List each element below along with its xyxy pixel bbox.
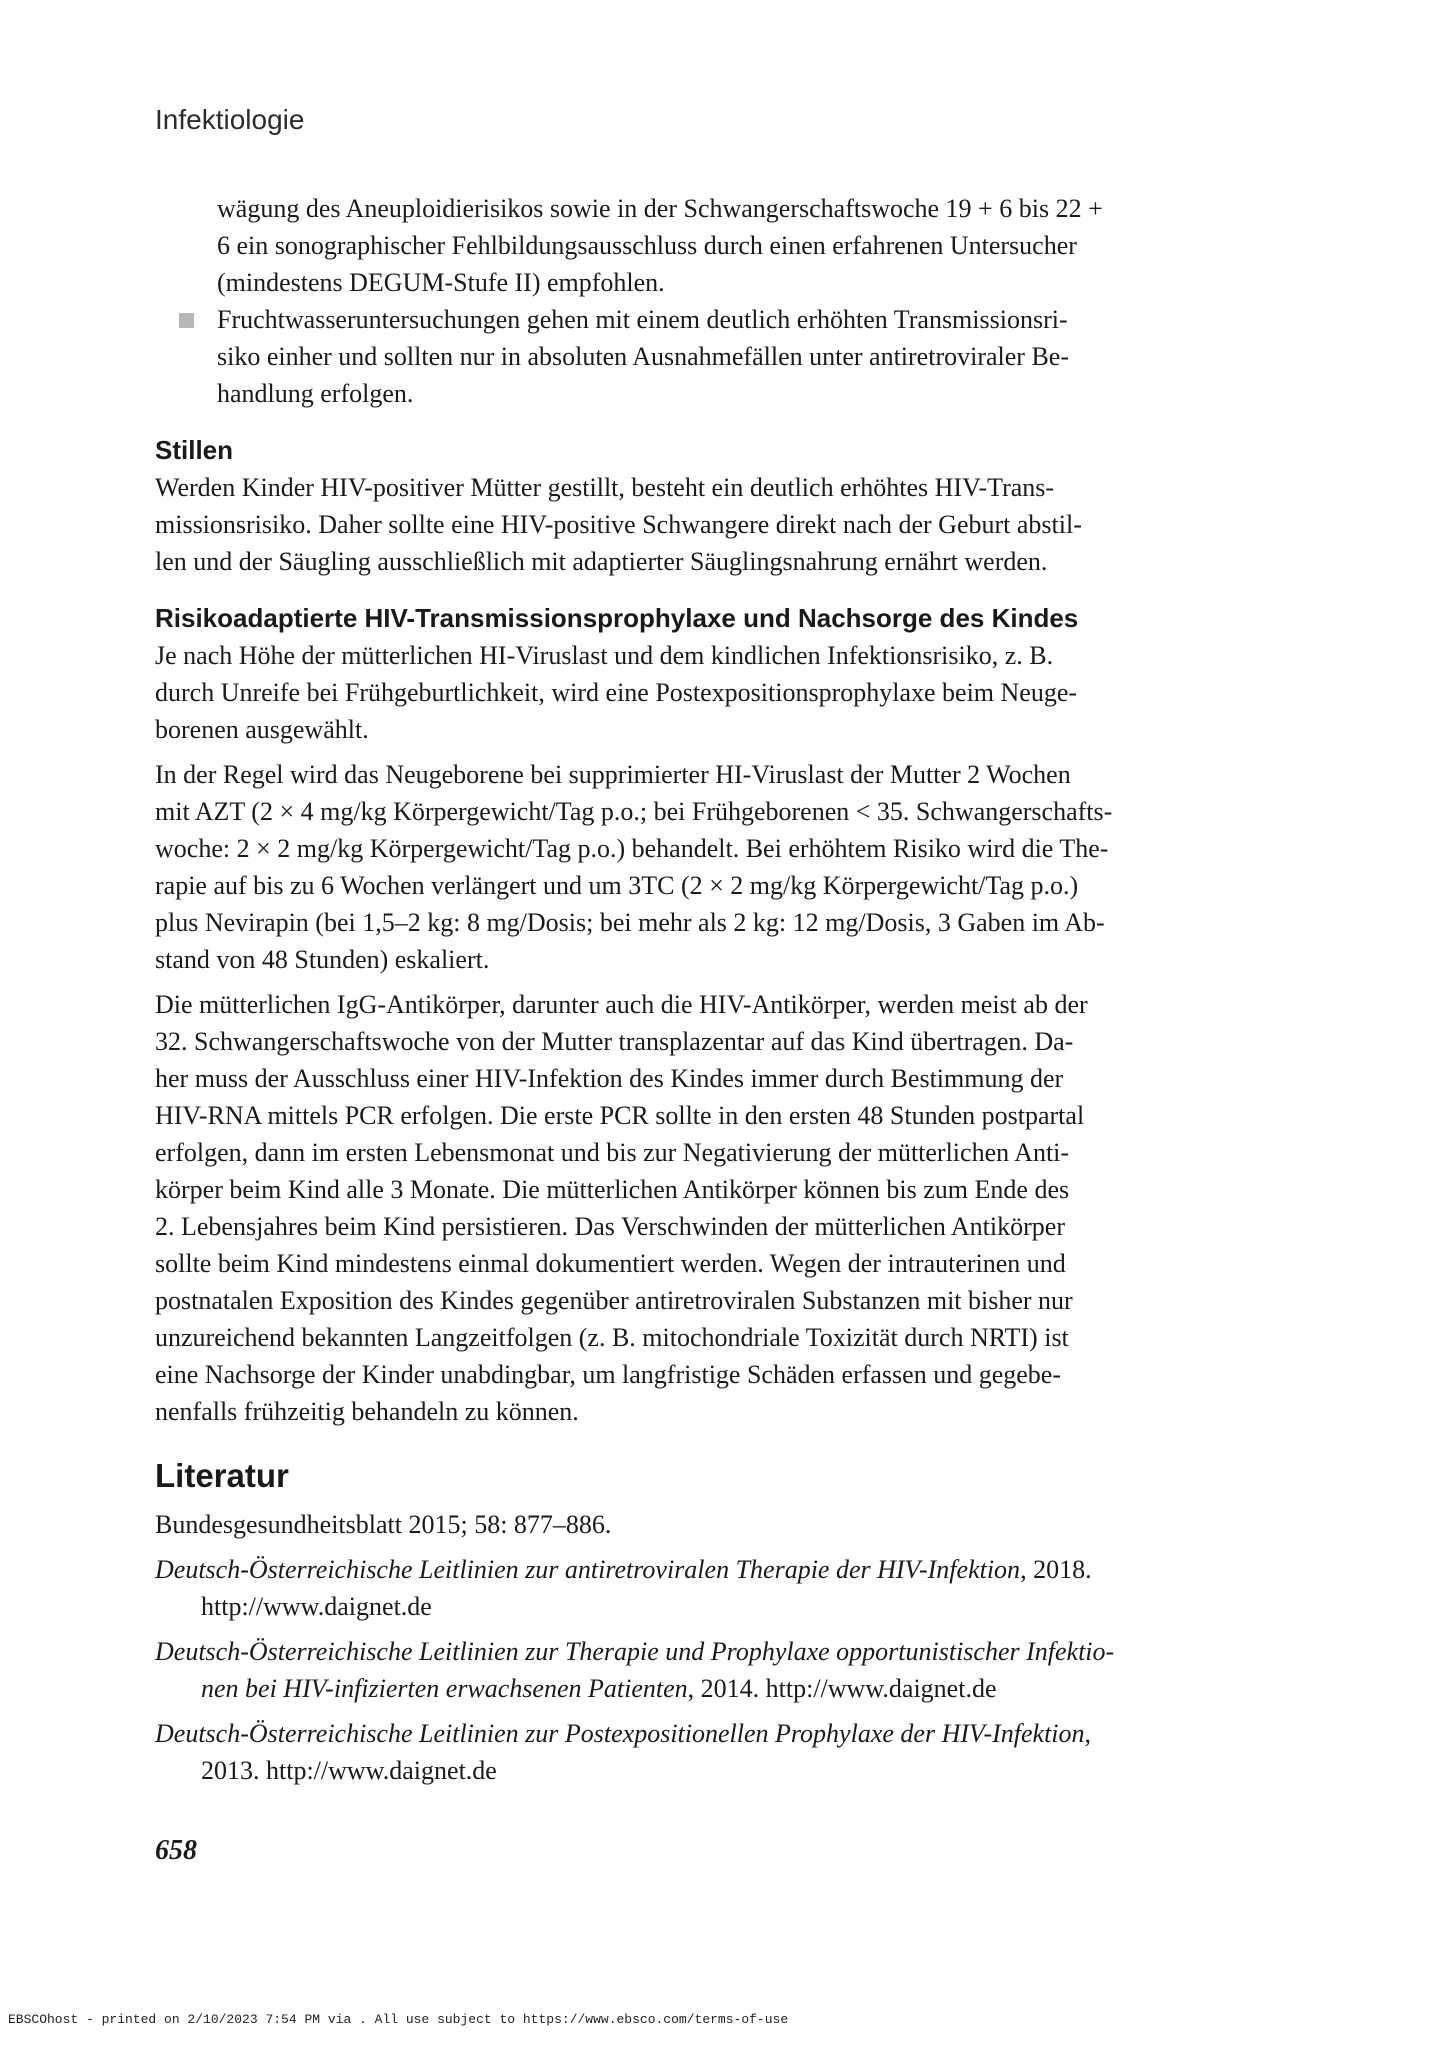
- text-line: durch Unreife bei Frühgeburtlichkeit, wird eine Postexpositionsprophylaxe beim Neuge-: [155, 678, 1078, 707]
- literature-heading: Literatur: [155, 1457, 289, 1494]
- paragraph: [155, 469, 1236, 580]
- text-line: stand von 48 Stunden) eskaliert.: [155, 945, 490, 974]
- text-line: rapie auf bis zu 6 Wochen verlängert und um 3TC (2 × 2 mg/kg Körpergewicht/Tag p.o.): [155, 871, 1079, 900]
- text-line: borenen ausgewählt.: [155, 715, 369, 744]
- text-line: nenfalls frühzeitig behandeln zu können.: [155, 1397, 579, 1426]
- text-line: handlung erfolgen.: [217, 379, 414, 408]
- text-line: In der Regel wird das Neugeborene bei supprimierter HI-Viruslast der Mutter 2 Wochen: [155, 760, 1071, 789]
- text-line: 6 ein sonographischer Fehlbildungsausschluss durch einen erfahrenen Untersucher: [217, 231, 1077, 260]
- paragraph: [155, 986, 1236, 1430]
- paragraph: [155, 637, 1236, 748]
- page-content: [155, 190, 1236, 1797]
- reference-item: [155, 1633, 1236, 1707]
- text-line: Fruchtwasseruntersuchungen gehen mit einem deutlich erhöhten Transmissionsri-: [217, 305, 1068, 334]
- reference-punctuation: ,: [1084, 1719, 1092, 1748]
- reference-item: [155, 1715, 1236, 1789]
- text-line: len und der Säugling ausschließlich mit adaptierter Säuglingsnahrung ernährt werden.: [155, 547, 1048, 576]
- text-line: sollte beim Kind mindestens einmal dokumentiert werden. Wegen der intrauterinen und: [155, 1249, 1066, 1278]
- reference-text: Bundesgesundheitsblatt 2015; 58: 877–886.: [155, 1510, 612, 1539]
- text-line: plus Nevirapin (bei 1,5–2 kg: 8 mg/Dosis; bei mehr als 2 kg: 12 mg/Dosis, 3 Gaben im Ab-: [155, 908, 1105, 937]
- text-line: körper beim Kind alle 3 Monate. Die mütterlichen Antikörper können bis zum Ende des: [155, 1175, 1070, 1204]
- text-line: 32. Schwangerschaftswoche von der Mutter transplazentar auf das Kind übertragen. Da-: [155, 1027, 1074, 1056]
- text-line: siko einher und sollten nur in absoluten Ausnahmefällen unter antiretroviraler Be-: [217, 342, 1069, 371]
- page-number: 658: [155, 1835, 197, 1866]
- section-heading-stillen: Stillen: [155, 435, 234, 465]
- continued-list-item: [155, 190, 1236, 301]
- text-line: (mindestens DEGUM-Stufe II) empfohlen.: [217, 268, 665, 297]
- reference-year: 2013.: [201, 1756, 266, 1785]
- text-line: eine Nachsorge der Kinder unabdingbar, um langfristige Schäden erfassen und gegebe-: [155, 1360, 1061, 1389]
- text-line: HIV-RNA mittels PCR erfolgen. Die erste PCR sollte in den ersten 48 Stunden postpartal: [155, 1101, 1085, 1130]
- text-line: her muss der Ausschluss einer HIV-Infektion des Kindes immer durch Bestimmung der: [155, 1064, 1064, 1093]
- text-line: postnatalen Exposition des Kindes gegenüber antiretroviralen Substanzen mit bisher nur: [155, 1286, 1073, 1315]
- text-line: Die mütterlichen IgG-Antikörper, darunter auch die HIV-Antikörper, werden meist ab der: [155, 990, 1088, 1019]
- text-line: 2. Lebensjahres beim Kind persistieren. Das Verschwinden der mütterlichen Antikörper: [155, 1212, 1065, 1241]
- bullet-list-item: [155, 301, 1236, 412]
- reference-title: Deutsch-Österreichische Leitlinien zur Therapie und Prophylaxe opportunistischer Infektio-: [155, 1637, 1115, 1666]
- square-bullet-icon: [179, 313, 194, 328]
- document-page: [155, 0, 1236, 2050]
- reference-title: nen bei HIV-infizierten erwachsenen Patienten: [201, 1674, 688, 1703]
- text-line: mit AZT (2 × 4 mg/kg Körpergewicht/Tag p.o.; bei Frühgeborenen < 35. Schwangerschafts-: [155, 797, 1113, 826]
- text-line: Werden Kinder HIV-positiver Mütter gestillt, besteht ein deutlich erhöhtes HIV-Trans-: [155, 473, 1055, 502]
- reference-year: , 2014.: [687, 1674, 766, 1703]
- reference-title: Deutsch-Österreichische Leitlinien zur Postexpositionellen Prophylaxe der HIV-Infektion: [155, 1719, 1085, 1748]
- reference-item: [155, 1551, 1236, 1625]
- text-line: wägung des Aneuploidierisikos sowie in der Schwangerschaftswoche 19 + 6 bis 22 +: [217, 194, 1103, 223]
- text-line: Je nach Höhe der mütterlichen HI-Viruslast und dem kindlichen Infektionsrisiko, z. B.: [155, 641, 1054, 670]
- reference-year: , 2018.: [1020, 1555, 1092, 1584]
- text-line: woche: 2 × 2 mg/kg Körpergewicht/Tag p.o.) behandelt. Bei erhöhtem Risiko wird die The-: [155, 834, 1109, 863]
- paragraph: [155, 756, 1236, 978]
- running-title: Infektiologie: [155, 104, 305, 135]
- section-heading-prophylaxe: Risikoadaptierte HIV-Transmissionsprophylaxe und Nachsorge des Kindes: [155, 603, 1079, 633]
- reference-link[interactable]: http://www.daignet.de: [201, 1592, 432, 1621]
- reference-item: [155, 1506, 1236, 1543]
- reference-title: Deutsch-Österreichische Leitlinien zur antiretroviralen Therapie der HIV-Infektion: [155, 1555, 1021, 1584]
- reference-link[interactable]: http://www.daignet.de: [765, 1674, 997, 1703]
- text-line: erfolgen, dann im ersten Lebensmonat und bis zur Negativierung der mütterlichen Anti-: [155, 1138, 1070, 1167]
- text-line: missionsrisiko. Daher sollte eine HIV-positive Schwangere direkt nach der Geburt abstil-: [155, 510, 1082, 539]
- reference-link[interactable]: http://www.daignet.de: [266, 1756, 497, 1785]
- print-footer: EBSCOhost - printed on 2/10/2023 7:54 PM via . All use subject to https://www.ebsco.com/terms-of-use: [8, 2012, 789, 2027]
- text-line: unzureichend bekannten Langzeitfolgen (z. B. mitochondriale Toxizität durch NRTI) ist: [155, 1323, 1069, 1352]
